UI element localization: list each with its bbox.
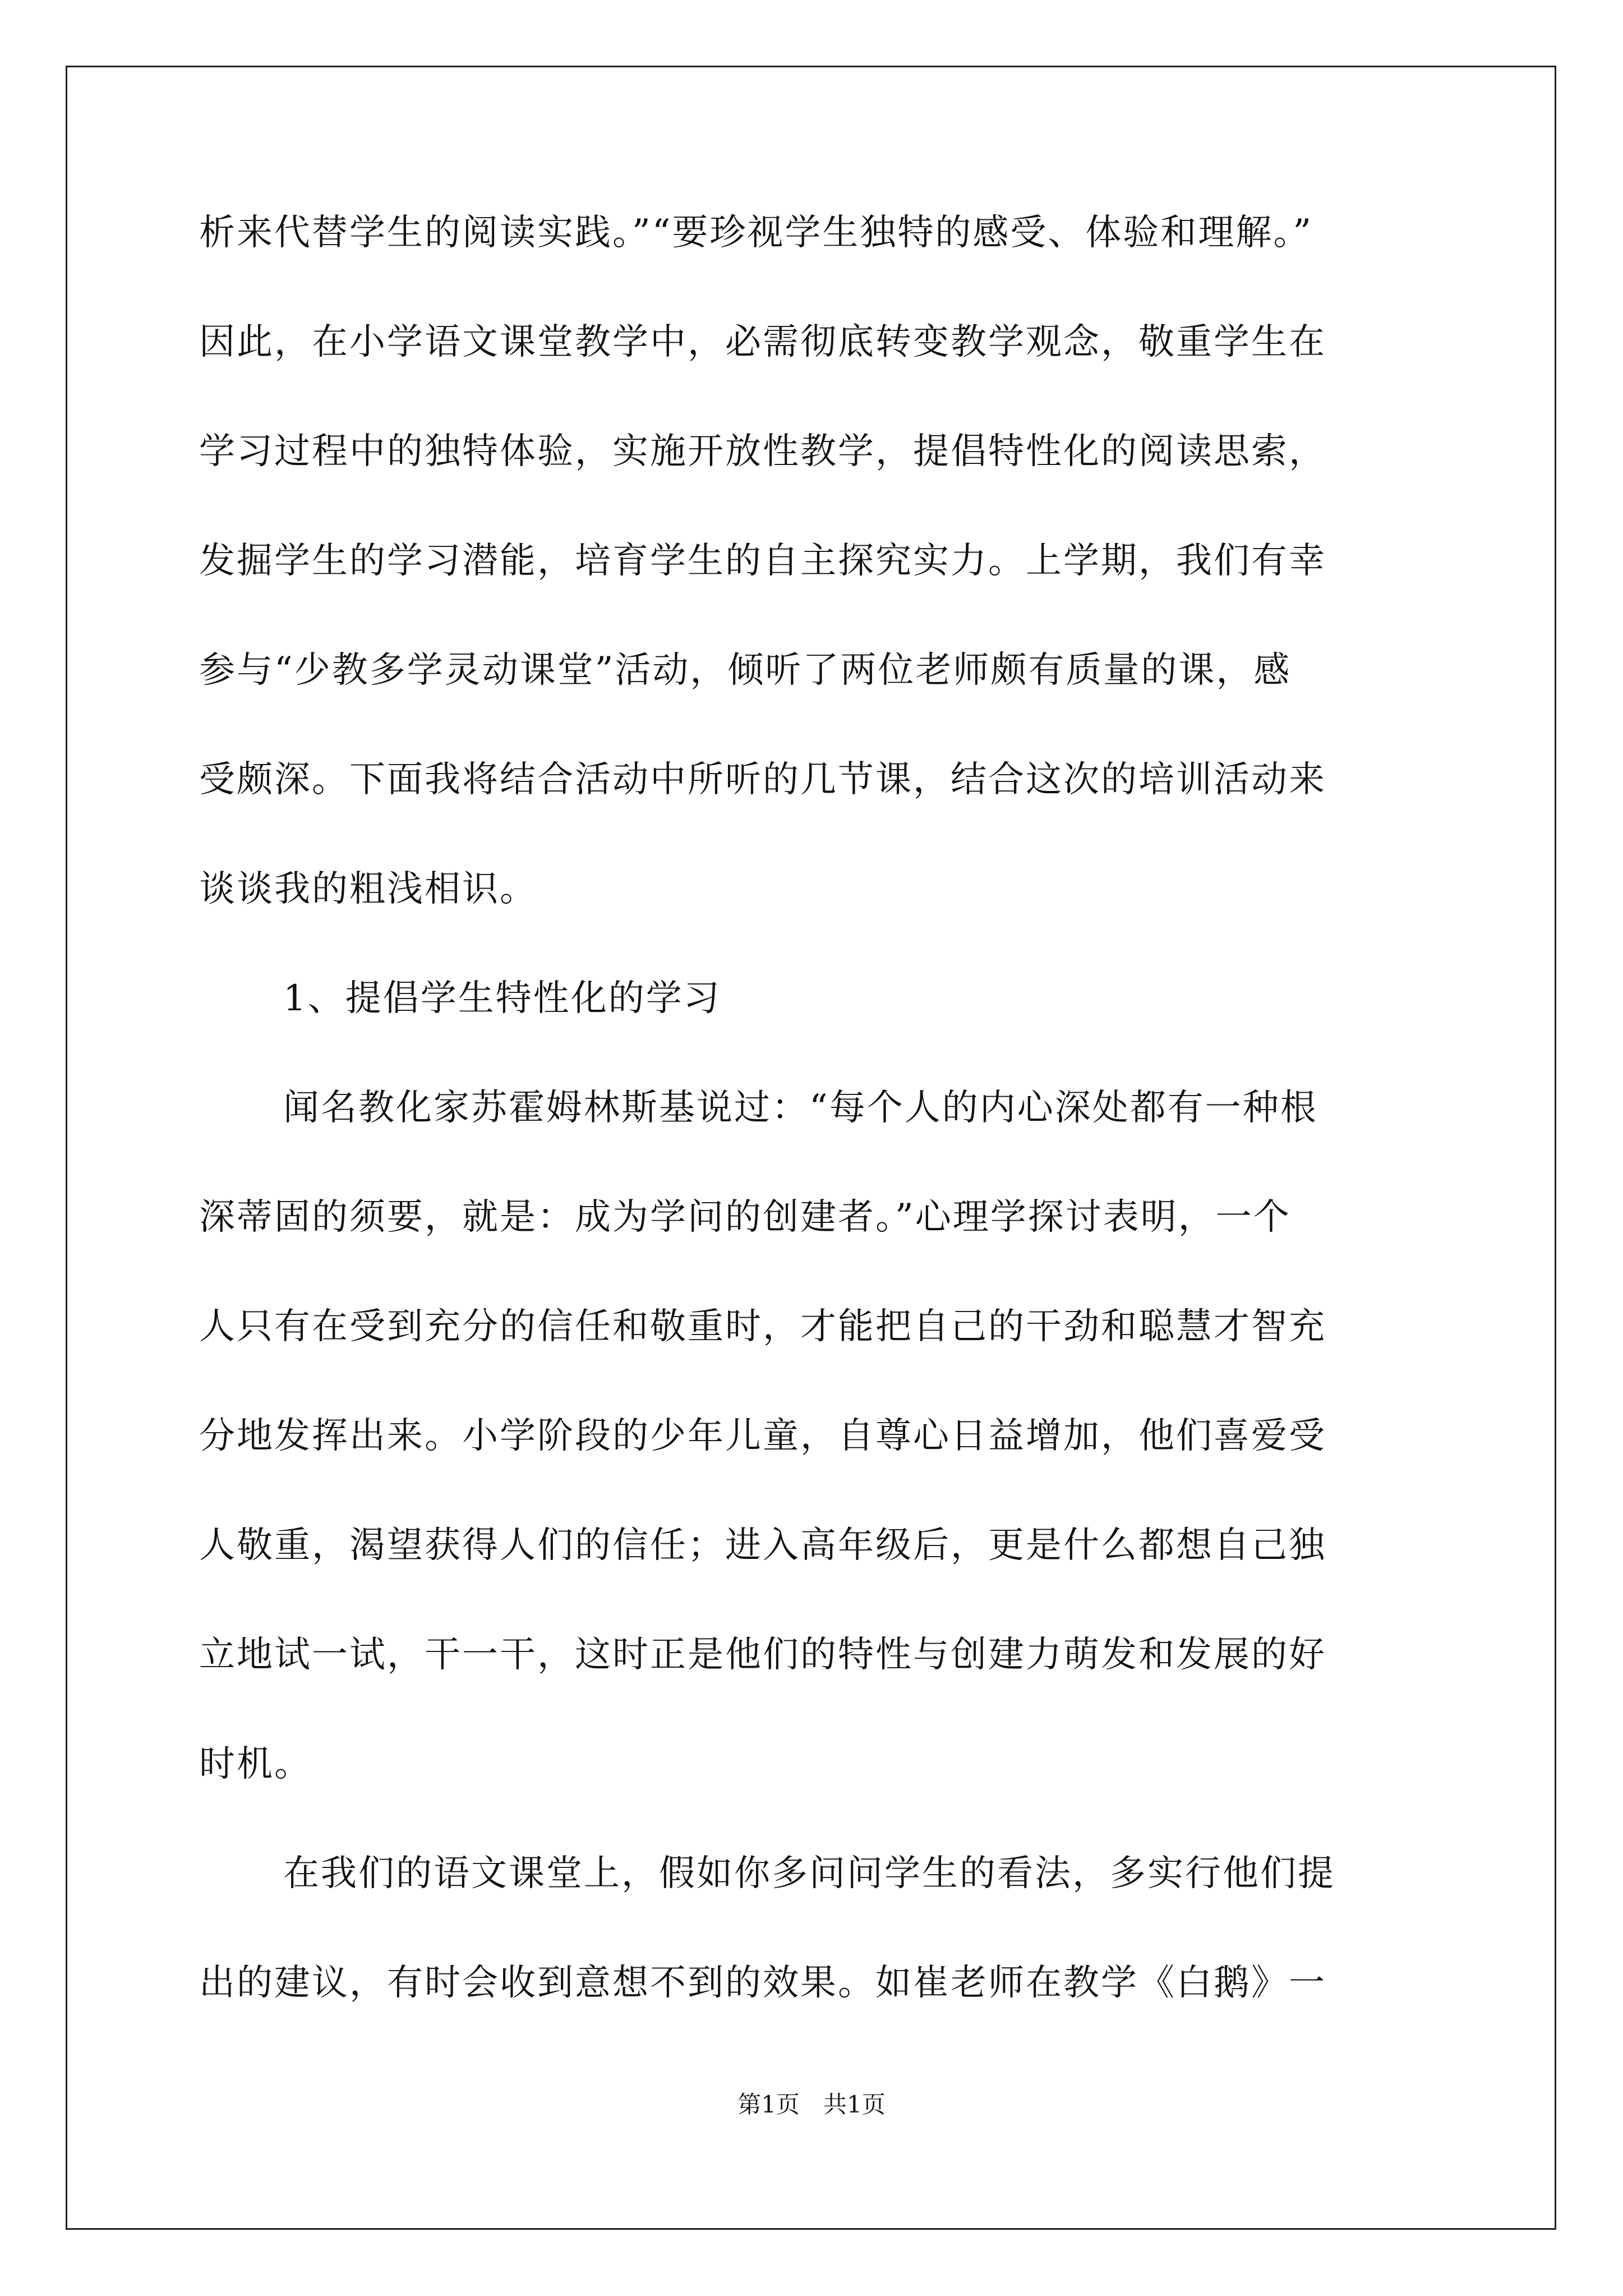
text-line: 因此，在小学语文课堂教学中，必需彻底转变教学观念，敬重学生在 <box>199 321 1326 363</box>
text-line: 闻名教化家苏霍姆林斯基说过：“每个人的内心深处都有一种根 <box>283 1087 1318 1129</box>
text-line: 出的建议，有时会收到意想不到的效果。如崔老师在教学《白鹅》一 <box>199 1962 1326 2004</box>
text-line: 谈谈我的粗浅相识。 <box>199 868 537 910</box>
text-line: 人只有在受到充分的信任和敬重时，才能把自己的干劲和聪慧才智充 <box>199 1306 1326 1347</box>
text-line: 受颇深。下面我将结合活动中所听的几节课，结合这次的培训活动来 <box>199 759 1326 800</box>
page-footer: 第1页 共1页 <box>737 2091 886 2118</box>
text-line: 人敬重，渴望获得人们的信任；进入高年级后，更是什么都想自己独 <box>199 1525 1326 1566</box>
text-line: 发掘学生的学习潜能，培育学生的自主探究实力。上学期，我们有幸 <box>199 540 1326 582</box>
section-heading: 1、提倡学生特性化的学习 <box>283 978 721 1019</box>
text-line: 时机。 <box>199 1743 312 1785</box>
text-line: 立地试一试，干一干，这时正是他们的特性与创建力萌发和发展的好 <box>199 1634 1326 1676</box>
text-line: 析来代替学生的阅读实践。”“要珍视学生独特的感受、体验和理解。” <box>199 212 1313 254</box>
page-border <box>66 66 1556 2230</box>
text-line: 学习过程中的独特体验，实施开放性教学，提倡特性化的阅读思索， <box>199 431 1326 472</box>
text-line: 分地发挥出来。小学阶段的少年儿童，自尊心日益增加，他们喜爱受 <box>199 1415 1326 1457</box>
text-line: 参与“少教多学灵动课堂”活动，倾听了两位老师颇有质量的课，感 <box>199 650 1292 691</box>
text-line: 深蒂固的须要，就是：成为学问的创建者。”心理学探讨表明，一个 <box>199 1197 1291 1238</box>
text-line: 在我们的语文课堂上，假如你多问问学生的看法，多实行他们提 <box>283 1853 1335 1894</box>
